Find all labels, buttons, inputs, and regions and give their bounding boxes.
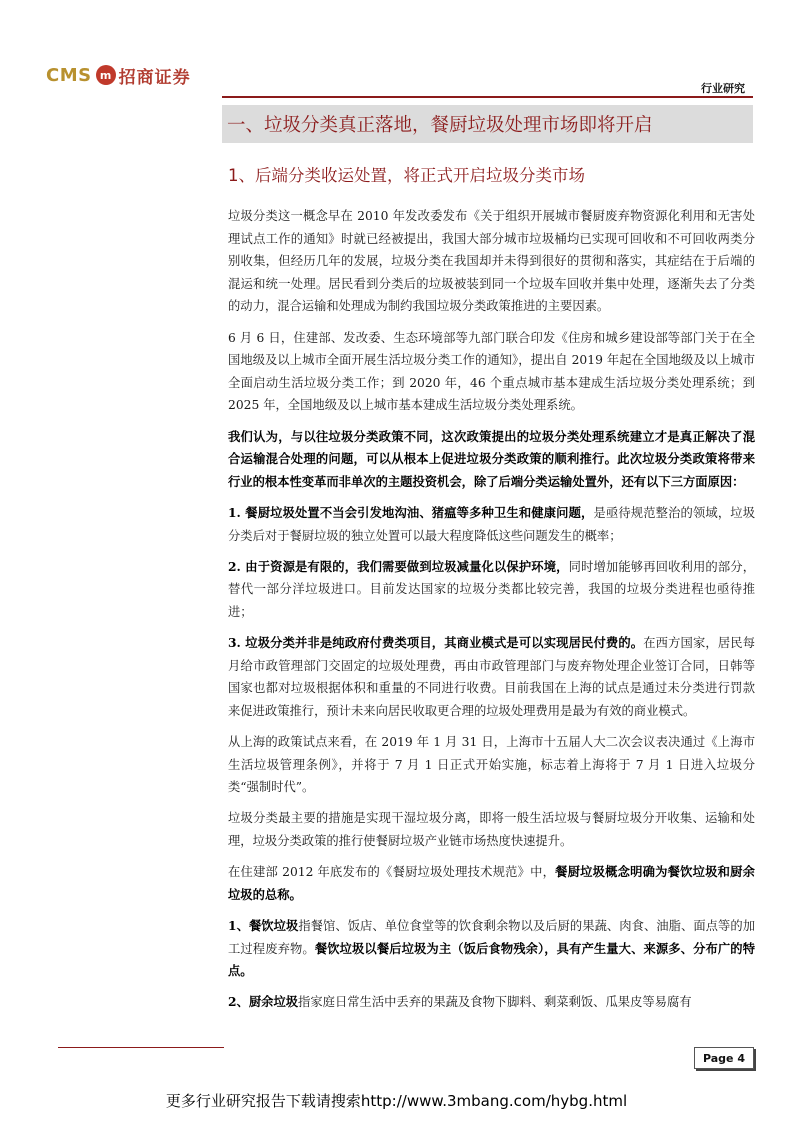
logo-chinese-text: 招商证券 bbox=[118, 67, 191, 88]
bold-text: 餐饮垃圾以餐后垃圾为主（饭后食物残余），具有产生量大、来源多、分布广的特点。 bbox=[228, 940, 755, 979]
paragraph bbox=[228, 426, 755, 494]
bold-text: 我们认为，与以往垃圾分类政策不同，这次政策提出的垃圾分类处理系统建立才是真正解决了混合运输混合处理的问题，可以从根本上促进垃圾分类政策的顺利推行。此次垃圾分类政策将带来行业的根本性变革而非单次的主题投资机会，除了后端分类运输处置外，还有以下三方面原因： bbox=[228, 428, 755, 489]
section-title: 一、垃圾分类真正落地，餐厨垃圾处理市场即将开启 bbox=[222, 105, 753, 143]
paragraph bbox=[228, 502, 755, 547]
paragraph bbox=[228, 915, 755, 983]
footer-divider bbox=[58, 1047, 224, 1048]
document-body bbox=[228, 205, 755, 1023]
report-type-label: 行业研究 bbox=[701, 82, 745, 95]
paragraph bbox=[228, 556, 755, 624]
paragraph-text: 在住建部 2012 年底发布的《餐厨垃圾处理技术规范》中， bbox=[228, 865, 556, 880]
download-note: 更多行业研究报告下载请搜索http://www.3mbang.com/hybg.html bbox=[165, 1092, 628, 1110]
paragraph-text: 在西方国家，居民每月给市政管理部门交固定的垃圾处理费，再由市政管理部门与废弃物处理企业签订合同，日韩等国家也都对垃圾根据体积和重量的不同进行收费。目前我国在上海的试点是通过未分类进行罚款来促进政策推行，预计未来向居民收取更合理的垃圾处理费用是最为有效的商业模式。 bbox=[228, 636, 755, 718]
header-divider bbox=[222, 96, 753, 98]
paragraph-text: 指餐馆、饭店、单位食堂等的饮食剩余物以及后厨的果蔬、肉食、油脂、面点等的加工过程废弃物。 bbox=[228, 918, 755, 956]
bold-text: 1、餐饮垃圾 bbox=[228, 917, 299, 933]
bold-text: 餐厨垃圾概念明确为餐饮垃圾和厨余垃圾的总称。 bbox=[228, 864, 755, 902]
paragraph bbox=[228, 632, 755, 722]
bold-text: 3. 垃圾分类并非是纯政府付费类项目，其商业模式是可以实现居民付费的。 bbox=[228, 635, 644, 651]
paragraph bbox=[228, 861, 755, 906]
cms-logo bbox=[46, 60, 191, 90]
paragraph-text: 是亟待规范整治的领域，垃圾分类后对于餐厨垃圾的独立处置可以最大程度降低这些问题发生的概率； bbox=[228, 505, 755, 543]
paragraph: 垃圾分类最主要的措施是实现干湿垃圾分离，即将一般生活垃圾与餐厨垃圾分开收集、运输和处理，垃圾分类政策的推行使餐厨垃圾产业链市场热度快速提升。 bbox=[228, 811, 755, 848]
paragraph bbox=[228, 991, 755, 1014]
paragraph: 从上海的政策试点来看，在 2019 年 1 月 31 日，上海市十五届人大二次会议表决通过《上海市生活垃圾管理条例》，并将于 7 月 1 日正式开始实施，标志着上海将于 7 月 1 日进入垃圾分类“强制时代”。 bbox=[228, 735, 755, 795]
paragraph: 垃圾分类这一概念早在 2010 年发改委发布《关于组织开展城市餐厨废弃物资源化利用和无害处理试点工作的通知》时就已经被提出，我国大部分城市垃圾桶均已实现可回收和不可回收两类分别收集，但经历几年的发展，垃圾分类在我国却并未得到很好的贯彻和落实，其症结在于后端的混运和统一处理。居民看到分类后的垃圾被装到同一个垃圾车回收并集中处理，逐渐失去了分类的动力，混合运输和处理成为制约我国垃圾分类政策推进的主要因素。 bbox=[228, 209, 755, 314]
paragraph: 6 月 6 日，住建部、发改委、生态环境部等九部门联合印发《住房和城乡建设部等部门关于在全国地级及以上城市全面开展生活垃圾分类工作的通知》，提出自 2019 年起在全国地级及以上城市全面启动生活垃圾分类工作；到 2020 年，46 个重点城市基本建成生活垃圾分类处理系统；到 2025 年，全国地级及以上城市基本建成生活垃圾分类处理系统。 bbox=[228, 330, 755, 413]
bold-text: 2、厨余垃圾 bbox=[228, 994, 299, 1010]
section-subtitle: 1、后端分类收运处置，将正式开启垃圾分类市场 bbox=[228, 166, 585, 185]
logo-mark-icon: m bbox=[96, 65, 116, 85]
paragraph-text: 同时增加能够再回收利用的部分，替代一部分洋垃圾进口。目前发达国家的垃圾分类都比较完善，我国的垃圾分类进程也亟待推进； bbox=[228, 559, 755, 619]
logo-latin-text: CMS bbox=[46, 64, 92, 86]
bold-text: 2. 由于资源是有限的，我们需要做到垃圾减量化以保护环境， bbox=[228, 558, 569, 574]
paragraph-text: 指家庭日常生活中丢弃的果蔬及食物下脚料、剩菜剩饭、瓜果皮等易腐有 bbox=[298, 995, 692, 1010]
page-number: Page 4 bbox=[694, 1047, 754, 1069]
bold-text: 1. 餐厨垃圾处置不当会引发地沟油、猪瘟等多种卫生和健康问题， bbox=[228, 504, 594, 520]
